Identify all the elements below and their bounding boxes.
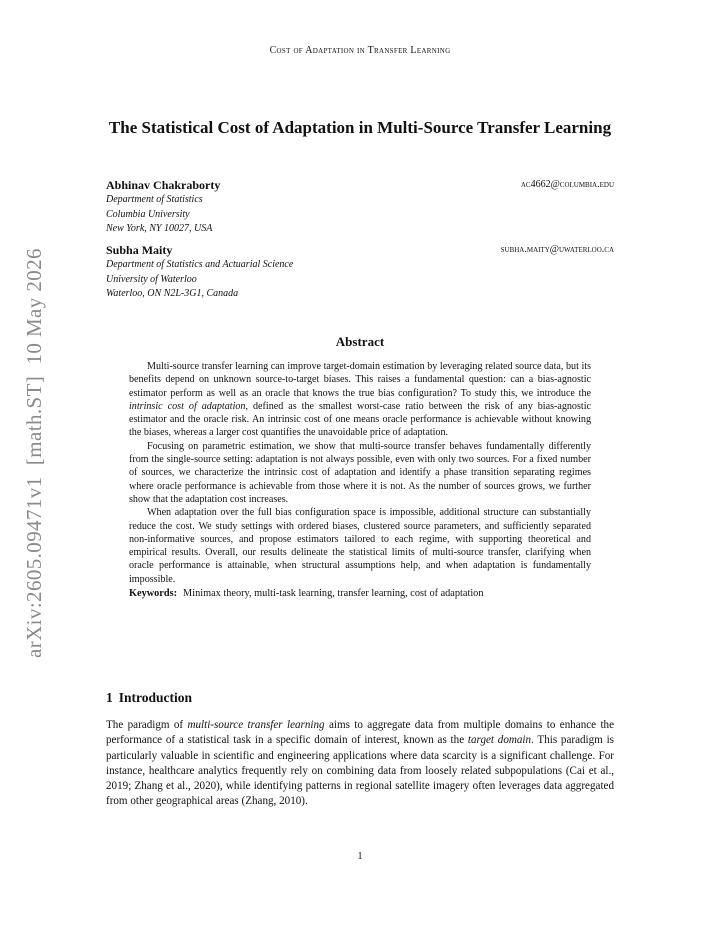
author-name: Subha Maity xyxy=(106,243,173,257)
intro-emphasis: multi-source transfer learning xyxy=(187,719,325,731)
running-head: Cost of Adaptation in Transfer Learning xyxy=(269,45,451,56)
intro-paragraph xyxy=(106,718,614,810)
abstract-paragraph: When adaptation over the full bias configuration space is impossible, additional structure can substantially reduce the cost. We study settings with ordered biases, clustered source parameters, and sufficiently separated non-informative sources, and propose estimators tailored to each regime, with supporting theoretical and empirical results. Overall, our results delineate the statistical limits of multi-source transfer, clarifying when oracle performance is attainable, when structural assumptions help, and when adaptation is fundamentally impossible. xyxy=(129,507,591,585)
page-number: 1 xyxy=(357,851,363,862)
abstract-paragraph: Focusing on parametric estimation, we show that multi-source transfer behaves fundamentally differently from the single-source setting: adaptation is not always possible, even with only two sources. For a fixed number of sources, we characterize the intrinsic cost of adaptation and identify a phase transition separating regimes where oracle performance is achievable from those where it is not. As the number of sources grows, we further show that the adaptation cost increases. xyxy=(129,440,591,505)
abstract-heading: Abstract xyxy=(335,334,385,349)
paper-title: The Statistical Cost of Adaptation in Multi-Source Transfer Learning xyxy=(108,118,612,137)
section-number: 1 xyxy=(106,690,113,705)
section-title: Introduction xyxy=(118,690,193,705)
intro-text: The paradigm of xyxy=(106,719,188,731)
abstract-text: Multi-source transfer learning can improve target-domain estimation by leveraging related source data, but its benefits depend on unknown source-to-target biases. This raises a fundamental question: can a bias-agnostic estimator perform as well as an oracle that knows the true bias configuration? To study this, we introduce the xyxy=(129,361,591,399)
abstract-body xyxy=(129,360,591,600)
intro-body xyxy=(106,718,614,810)
keywords xyxy=(129,587,591,600)
arxiv-stamp: arXiv:2605.09471v1 [math.ST] 10 May 2026 xyxy=(22,248,46,658)
affiliation-line: Waterloo, ON N2L-3G1, Canada xyxy=(106,288,239,299)
keywords-label: Keywords: xyxy=(129,588,178,600)
abstract-emphasis: intrinsic cost of adaptation xyxy=(129,400,246,412)
keywords-list: Minimax theory, multi-task learning, transfer learning, cost of adaptation xyxy=(183,588,484,600)
abstract-text: , defined as the smallest worst-case ratio between the risk of any bias-agnostic estimator and the oracle risk. An intrinsic cost of one means oracle performance is achievable without knowing the biases, whereas a larger cost quantifies the unavoidable price of adaptation. xyxy=(129,400,591,439)
author-email[interactable]: subha.maity@uwaterloo.ca xyxy=(500,244,614,255)
section-heading xyxy=(106,690,192,706)
affiliation-line: Department of Statistics and Actuarial Science xyxy=(106,259,294,270)
author-block xyxy=(106,243,614,302)
intro-emphasis: target domain xyxy=(467,734,532,747)
affiliation-line: University of Waterloo xyxy=(106,273,197,285)
author-name: Abhinav Chakraborty xyxy=(106,178,221,192)
affiliation-line: New York, NY 10027, USA xyxy=(106,223,213,234)
affiliation-line: Department of Statistics xyxy=(106,194,203,205)
intro-text: . This paradigm is particularly valuable in scientific and engineering applications where data scarcity is a significant challenge. For instance, healthcare analytics frequently rely on combining data from loosely related subpopulations (Cai et al., 2019; Zhang et al., 2020), while identifying patterns in regional satellite imagery often leverages data aggregated from other geographical areas (Zhang, 2010). xyxy=(106,734,614,808)
abstract-paragraph xyxy=(129,360,591,440)
affiliation-line: Columbia University xyxy=(106,208,190,220)
author-email[interactable]: ac4662@columbia.edu xyxy=(520,179,614,190)
author-block xyxy=(106,178,614,237)
intro-text: aims to aggregate data from multiple domains to enhance the performance of a statistical task in a specific domain of interest, known as the xyxy=(106,719,615,747)
